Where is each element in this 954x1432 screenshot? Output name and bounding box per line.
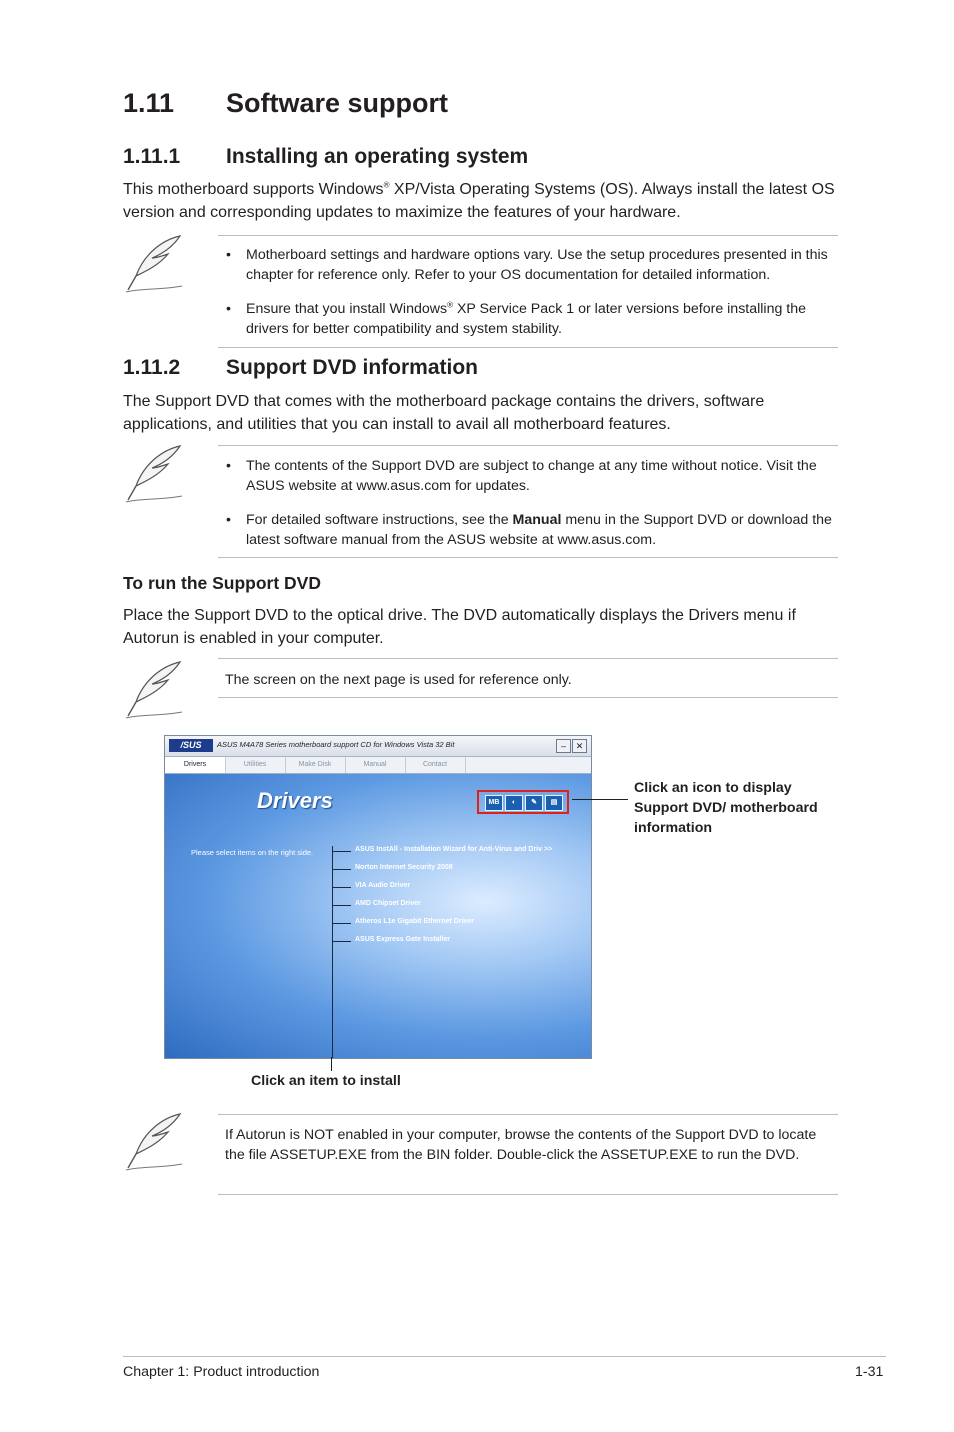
item-tick [333, 869, 351, 870]
driver-item[interactable]: Atheros L1e Gigabit Ethernet Driver [355, 918, 475, 925]
bullet: • [226, 458, 231, 474]
note-3-text: The screen on the next page is used for reference only. [225, 672, 572, 688]
close-button[interactable]: ✕ [572, 739, 587, 753]
tools-info-icon[interactable]: ✎ [525, 795, 543, 811]
note-2-item-text-a: For detailed software instructions, see the [246, 512, 513, 528]
item-tick [333, 941, 351, 942]
support-dvd-window [164, 735, 592, 1059]
note-1-list [226, 245, 842, 353]
item-tick [333, 851, 351, 852]
footer-page-number: 1-31 [855, 1364, 884, 1380]
manual-bold: Manual [512, 512, 562, 528]
tab-drivers[interactable]: Drivers [165, 757, 226, 773]
window-title: ASUS M4A78 Series motherboard support CD for Windows Vista 32 Bit [217, 740, 455, 749]
note-1-bottom-rule [218, 347, 838, 348]
section-1-body-a: This motherboard supports Windows [123, 181, 384, 198]
mb-info-icon[interactable]: MB [485, 795, 503, 811]
note-1-item-text: Motherboard settings and hardware options vary. Use the setup procedures presented in this chapter for reference only. Refer to your OS documentation for detailed information. [246, 247, 828, 283]
note-1-top-rule [218, 235, 838, 236]
note-2-bottom-rule [218, 557, 838, 558]
note-2-item [226, 456, 842, 496]
item-tick [333, 923, 351, 924]
heading-number: 1.11 [123, 88, 175, 118]
driver-item[interactable]: ASUS InstAll - Installation Wizard for Anti-Virus and Driv >> [355, 846, 553, 853]
note-4-bottom-rule [218, 1194, 838, 1195]
driver-item[interactable]: ASUS Express Gate Installer [355, 936, 450, 943]
footer-chapter: Chapter 1: Product introduction [123, 1364, 320, 1380]
feather-note-icon [122, 232, 186, 296]
bullet: • [226, 247, 231, 263]
section-1-heading [123, 145, 528, 169]
icon-callout-text: Click an icon to display Support DVD/ motherboard information [634, 780, 818, 836]
note-3-bottom-rule [218, 697, 838, 698]
section-1-body-b: XP/Vista Operating Systems (OS). Always install the latest OS version and corresponding updates to maximize the features of your hardware. [123, 181, 835, 221]
note-4-top-rule [218, 1114, 838, 1115]
note-2-item [226, 510, 842, 550]
asus-logo: /SUS [169, 739, 213, 752]
note-1-item-text-a: Ensure that you install Windows [246, 301, 448, 317]
drivers-panel [165, 774, 591, 1058]
icon-callout-line [572, 799, 628, 800]
note-1-item [226, 299, 842, 339]
tab-manual[interactable]: Manual [345, 757, 406, 773]
driver-item[interactable]: VIA Audio Driver [355, 882, 411, 889]
item-callout-text: Click an item to install [251, 1073, 401, 1089]
item-callout-line [331, 1057, 332, 1071]
note-2-item-text-b: menu in the Support DVD or download the latest software manual from the ASUS website at www.asus.com. [246, 512, 832, 548]
note-1-item [226, 245, 842, 285]
note-2-top-rule [218, 445, 838, 446]
window-tabs [165, 757, 591, 774]
driver-item[interactable]: AMD Chipset Driver [355, 900, 421, 907]
section-1-number: 1.11.1 [123, 145, 181, 168]
bullet: • [226, 512, 231, 528]
page-heading [123, 88, 448, 119]
note-4-text: If Autorun is NOT enabled in your computer, browse the contents of the Support DVD to locate the file ASSETUP.EXE from the BIN folder. Double-click the ASSETUP.EXE to run the DVD. [225, 1127, 817, 1163]
note-2-list [226, 456, 842, 564]
section-2-number: 1.11.2 [123, 356, 181, 379]
footer-rule [123, 1356, 886, 1357]
document-info-icon[interactable]: ▤ [545, 795, 563, 811]
feather-note-icon [122, 658, 186, 722]
run-body: Place the Support DVD to the optical drive. The DVD automatically displays the Drivers menu if Autorun is enabled in your computer. [123, 607, 796, 647]
item-tick [333, 905, 351, 906]
section-1-body [123, 178, 843, 224]
window-titlebar [165, 736, 591, 757]
registered-mark: ® [383, 180, 390, 190]
run-heading: To run the Support DVD [123, 573, 321, 593]
section-2-heading [123, 356, 478, 380]
feather-note-icon [122, 442, 186, 506]
registered-mark: ® [447, 300, 453, 310]
tab-contact[interactable]: Contact [405, 757, 466, 773]
minimize-button[interactable]: – [556, 739, 571, 753]
item-tick [333, 887, 351, 888]
disc-info-icon[interactable]: ◐ [505, 795, 523, 811]
bullet: • [226, 301, 231, 317]
tab-make-disk[interactable]: Make Disk [285, 757, 346, 773]
driver-item[interactable]: Norton Internet Security 2008 [355, 864, 453, 871]
heading-title: Software support [226, 88, 449, 118]
section-2-body: The Support DVD that comes with the motherboard package contains the drivers, software applications, and utilities that you can install to avail all motherboard features. [123, 393, 765, 433]
tab-utilities[interactable]: Utilities [225, 757, 286, 773]
note-2-item-text: The contents of the Support DVD are subject to change at any time without notice. Visit the ASUS website at www.asus.com for updates. [246, 458, 817, 494]
section-1-title: Installing an operating system [226, 145, 529, 168]
section-2-title: Support DVD information [226, 356, 478, 379]
panel-hint: Please select items on the right side. [191, 848, 314, 857]
drivers-panel-title: Drivers [257, 788, 333, 813]
items-connector-line [332, 846, 333, 1059]
note-3-top-rule [218, 658, 838, 659]
feather-note-icon [122, 1110, 186, 1174]
info-icon-bar [477, 790, 569, 814]
note-1-item-text-b: XP Service Pack 1 or later versions before installing the drivers for better compatibility and system stability. [246, 301, 807, 337]
